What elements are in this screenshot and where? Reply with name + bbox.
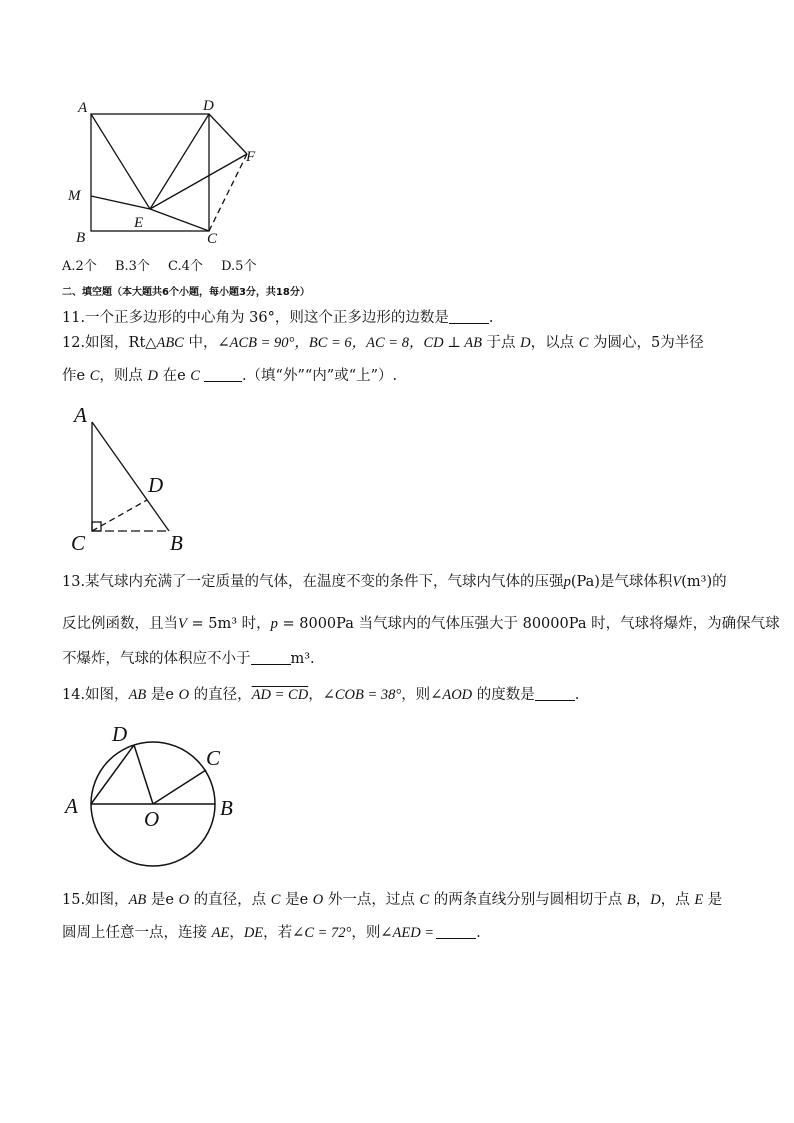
question-12-line-1 — [62, 333, 704, 353]
q13-text: 13.某气球内充满了一定质量的气体，在温度不变的条件下，气球内气体的压强 — [62, 574, 564, 590]
q15-text: 圆周上任意一点，连接 — [62, 925, 212, 941]
question-15-line-2 — [62, 923, 481, 943]
label-b: B — [170, 531, 183, 555]
q13-text: 反比例函数，且当 — [62, 616, 178, 632]
q15-text: 是e — [280, 892, 313, 908]
q15-point-o: O — [312, 892, 324, 908]
q15-text: ， — [635, 892, 651, 908]
question-13-line-1 — [62, 572, 727, 592]
q13-answer-blank[interactable] — [251, 650, 291, 665]
q13-unit-pa: (Pa) — [570, 574, 600, 590]
q12-text: 中， — [183, 335, 218, 351]
q14-angle-aod: ∠AOD — [430, 687, 473, 703]
q15-text: 是 — [703, 892, 723, 908]
option-b: B.3个 — [114, 259, 150, 274]
label-o: O — [144, 807, 160, 831]
question-14 — [62, 685, 579, 705]
q13-text: = 5m³ 时， — [186, 616, 271, 632]
q15-text: 外一点，过点 — [323, 892, 420, 908]
q15-point-c: C — [270, 892, 281, 908]
q14-text: ，则 — [401, 687, 431, 703]
question-11 — [62, 308, 493, 328]
label-a: A — [74, 403, 87, 427]
q15-point-b: B — [626, 892, 636, 908]
q13-text: 的 — [712, 574, 727, 590]
q10-options — [62, 257, 270, 277]
q15-point-o: O — [178, 892, 190, 908]
figure-1-square — [60, 92, 280, 252]
q14-end: . — [574, 687, 580, 703]
q13-var-p: p — [563, 574, 571, 590]
question-13-line-3 — [62, 649, 315, 669]
q15-text: 15.如图， — [62, 892, 129, 908]
label-d: D — [203, 98, 214, 114]
q11-answer-blank[interactable] — [449, 309, 489, 324]
q13-text: 不爆炸，气球的体积应不小于 — [62, 651, 251, 667]
question-13-line-2 — [62, 614, 780, 634]
option-d: D.5个 — [221, 259, 257, 274]
label-m: M — [68, 188, 81, 204]
q12-point-c: C — [578, 335, 589, 351]
option-a: A.2个 — [62, 259, 97, 274]
q15-text: ，若 — [263, 925, 293, 941]
label-a: A — [78, 100, 88, 116]
q15-answer-blank[interactable] — [436, 924, 476, 939]
q13-var-v: V — [178, 616, 187, 632]
q14-text: 的度数是 — [472, 687, 535, 703]
q14-angle-cob: ∠COB = 38° — [322, 687, 402, 703]
q15-text: 的直径，点 — [189, 892, 271, 908]
q15-point-d: D — [650, 892, 661, 908]
q14-text: ， — [308, 687, 323, 703]
question-12-line-2 — [62, 366, 397, 386]
q14-point-o: O — [178, 687, 190, 703]
question-15-line-1 — [62, 890, 722, 910]
label-a: A — [65, 794, 78, 818]
q12-text: 于点 — [481, 335, 521, 351]
q15-text: 的两条直线分别与圆相切于点 — [429, 892, 627, 908]
q12-text: 为圆心，5为半径 — [588, 335, 704, 351]
q13-var-v: V — [672, 574, 682, 590]
label-b: B — [220, 796, 233, 820]
q11-end: . — [488, 310, 494, 326]
q13-var-p: p — [270, 616, 278, 632]
q15-angle-aed: ∠AED = — [380, 925, 435, 941]
option-c: C.4个 — [168, 259, 203, 274]
q13-text: 是气球体积 — [599, 574, 673, 590]
q12-text: .（填“外”“内”或“上”）. — [241, 368, 398, 384]
q14-text: 的直径， — [189, 687, 252, 703]
q12-text: ，则点 — [99, 368, 148, 384]
q12-text: 12.如图，Rt△ — [62, 335, 157, 351]
q12-text: 在e — [157, 368, 191, 384]
q12-point-d: D — [147, 368, 158, 384]
label-c: C — [207, 231, 218, 247]
label-d: D — [112, 722, 128, 746]
q15-text: ，点 — [660, 892, 695, 908]
q12-conditions: ∠ACB = 90°，BC = 6，AC = 8，CD ⊥ AB — [217, 335, 482, 351]
q14-text: 是e — [146, 687, 179, 703]
q14-answer-blank[interactable] — [535, 686, 575, 701]
q12-point-c: C — [89, 368, 100, 384]
q13-text: m³. — [290, 651, 315, 667]
q15-text: ，则 — [351, 925, 381, 941]
q14-text: 14.如图， — [62, 687, 129, 703]
q15-point-e: E — [694, 892, 704, 908]
q15-segment-ab: AB — [128, 892, 147, 908]
label-c: C — [206, 746, 221, 770]
label-d: D — [148, 473, 164, 497]
q15-text: 是e — [146, 892, 179, 908]
q13-text: = 8000Pa 当气球内的气体压强大于 80000Pa 时，气球将爆炸，为确保气球 — [277, 616, 780, 632]
q13-unit-m3: (m³) — [681, 574, 713, 590]
q15-angle-c: ∠C = 72° — [292, 925, 352, 941]
figure-3-circle — [60, 718, 250, 870]
figure-2-triangle — [62, 398, 202, 558]
q11-text: 11.一个正多边形的中心角为 36°，则这个正多边形的边数是 — [62, 310, 449, 326]
q15-segment-ae: AE — [211, 925, 230, 941]
q15-segment-de: DE — [243, 925, 264, 941]
label-c: C — [71, 531, 86, 555]
q15-text: ， — [229, 925, 244, 941]
q15-point-c: C — [419, 892, 430, 908]
q12-answer-blank[interactable] — [204, 367, 242, 382]
q12-triangle: ABC — [156, 335, 184, 351]
section-heading: 二、填空题（本大题共6个小题，每小题3分，共18分） — [62, 287, 310, 298]
q14-segment-ab: AB — [128, 687, 147, 703]
label-b: B — [76, 230, 86, 246]
label-f: F — [246, 149, 256, 165]
q12-point-d: D — [520, 335, 531, 351]
q12-point-c: C — [190, 368, 200, 384]
q12-text: 作e — [62, 368, 90, 384]
q12-text: ，以点 — [530, 335, 579, 351]
q14-arcs-equal: AD = CD — [251, 687, 309, 703]
q15-end: . — [476, 925, 481, 941]
label-e: E — [134, 215, 144, 231]
